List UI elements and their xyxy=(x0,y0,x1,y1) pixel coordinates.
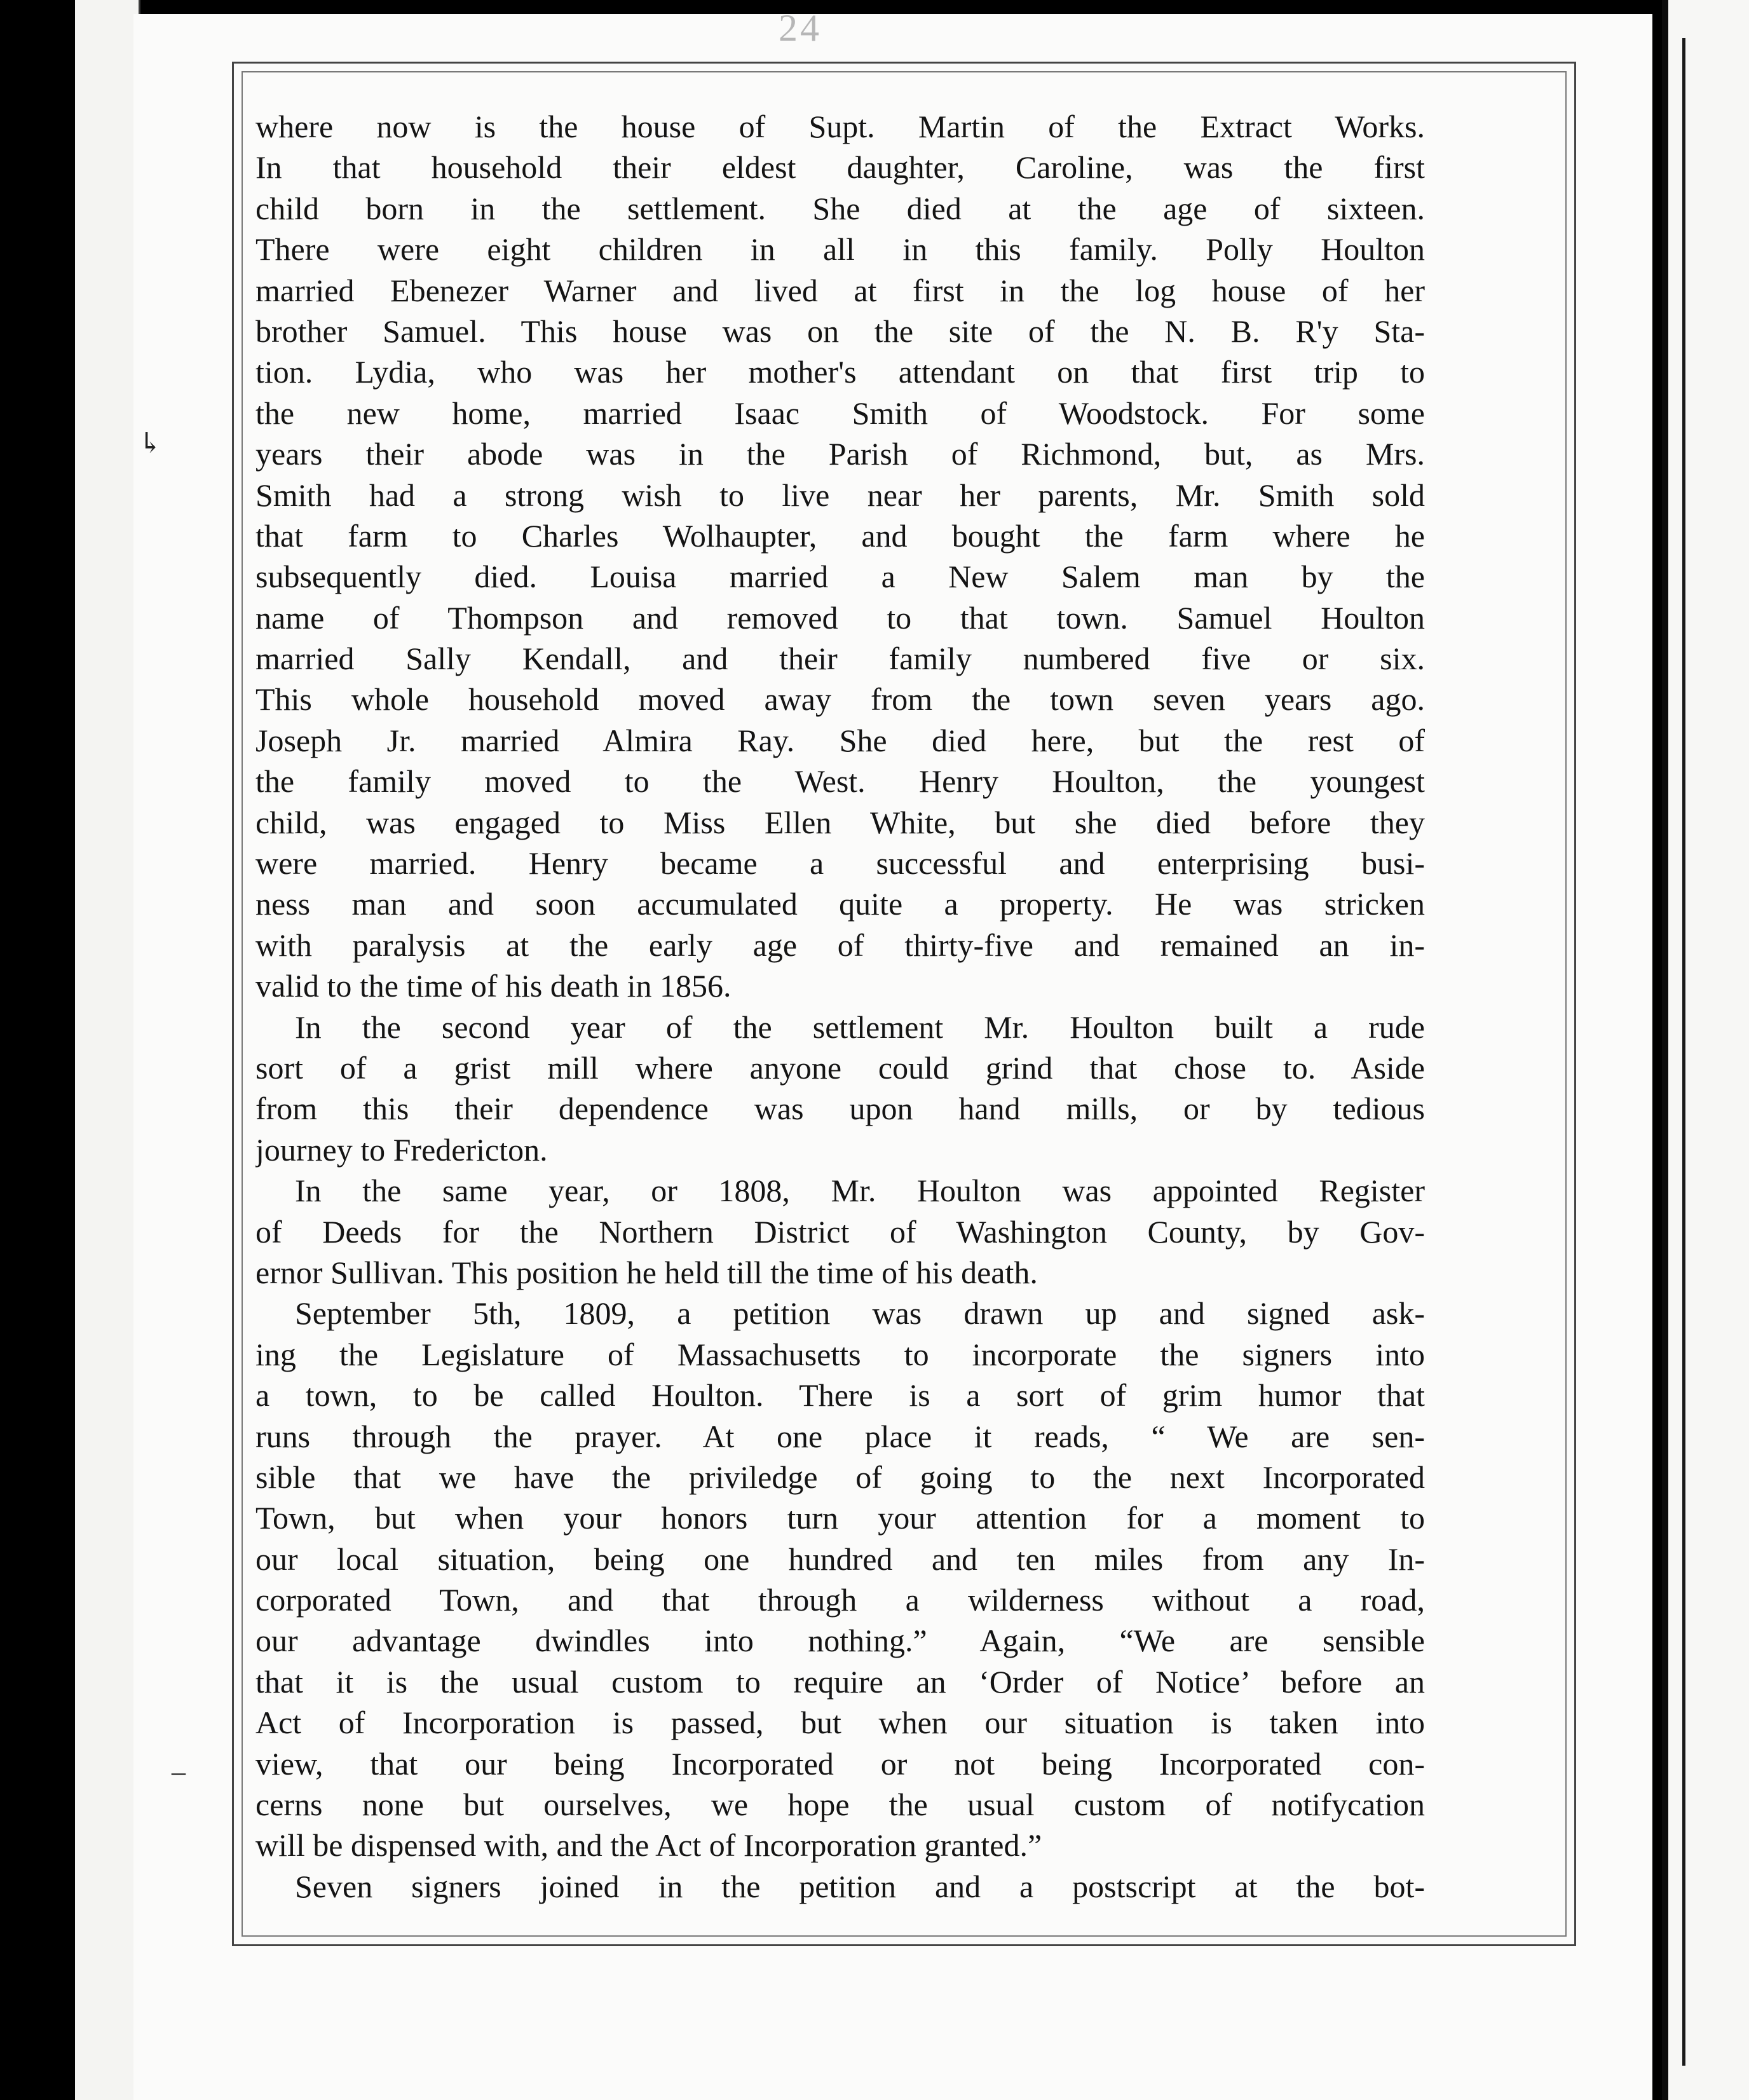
text-line: Joseph Jr. married Almira Ray. She died here, but the rest of xyxy=(255,722,1425,758)
text-line: cerns none but ourselves, we hope the usual custom of notifycation xyxy=(255,1787,1425,1823)
text-line: In the second year of the settlement Mr. Houlton built a rude xyxy=(295,1009,1425,1045)
text-line: married Ebenezer Warner and lived at first in the log house of her xyxy=(255,272,1425,308)
text-line: brother Samuel. This house was on the site of the N. B. R'y Sta- xyxy=(255,313,1425,349)
text-line: name of Thompson and removed to that town. Samuel Houlton xyxy=(255,599,1425,636)
text-line: the family moved to the West. Henry Houlton, the youngest xyxy=(255,763,1425,800)
text-line: Seven signers joined in the petition and a postscript at the bot- xyxy=(295,1868,1425,1904)
text-line: sort of a grist mill where anyone could grind that chose to. Aside xyxy=(255,1049,1425,1086)
text-line: that farm to Charles Wolhaupter, and bought the farm where he xyxy=(255,517,1425,554)
text-line: September 5th, 1809, a petition was drawn up and signed ask- xyxy=(295,1295,1425,1332)
text-line: child, was engaged to Miss Ellen White, but she died before they xyxy=(255,804,1425,840)
text-line: ernor Sullivan. This position he held till the time of his death. xyxy=(255,1254,1038,1290)
text-line: sible that we have the priviledge of going to the next Incorporated xyxy=(255,1459,1425,1495)
text-line: were married. Henry became a successful and enterprising busi- xyxy=(255,845,1425,882)
text-line: subsequently died. Louisa married a New Salem man by the xyxy=(255,559,1425,595)
facing-page-edge xyxy=(1662,0,1749,2100)
text-line: where now is the house of Supt. Martin of the Extract Works. xyxy=(255,109,1425,144)
margin-mark-icon: ↳ xyxy=(139,428,162,459)
text-line: will be dispensed with, and the Act of Incorporation granted.” xyxy=(255,1827,1042,1864)
text-line: valid to the time of his death in 1856. xyxy=(255,968,732,1004)
text-line: the new home, married Isaac Smith of Woodstock. For some xyxy=(255,395,1425,431)
book-page xyxy=(133,7,1652,2100)
text-line: our advantage dwindles into nothing.” Again, “We are sensible xyxy=(255,1623,1425,1659)
text-line: married Sally Kendall, and their family numbered five or six. xyxy=(255,641,1425,677)
page-number: 24 xyxy=(779,7,822,49)
text-line: Town, but when your honors turn your attention for a moment to xyxy=(255,1500,1425,1536)
text-line: Smith had a strong wish to live near her parents, Mr. Smith sold xyxy=(255,477,1425,513)
text-line: ing the Legislature of Massachusetts to incorporate the signers into xyxy=(255,1336,1425,1372)
text-line: child born in the settlement. She died at the age of sixteen. xyxy=(255,190,1425,226)
text-line: corporated Town, and that through a wilderness without a road, xyxy=(255,1582,1425,1618)
body-text xyxy=(255,106,1425,1907)
text-line: of Deeds for the Northern District of Washington County, by Gov- xyxy=(255,1213,1425,1250)
text-line: There were eight children in all in this family. Polly Houlton xyxy=(255,231,1425,268)
text-line: a town, to be called Houlton. There is a sort of grim humor that xyxy=(255,1377,1425,1414)
text-line: In that household their eldest daughter, Caroline, was the first xyxy=(255,149,1425,186)
text-line: with paralysis at the early age of thirty-five and remained an in- xyxy=(255,927,1425,963)
text-line: In the same year, or 1808, Mr. Houlton was appointed Register xyxy=(295,1173,1425,1209)
text-line: from this their dependence was upon hand mills, or by tedious xyxy=(255,1091,1425,1127)
text-line: that it is the usual custom to require an ‘Order of Notice’ before an xyxy=(255,1663,1425,1700)
facing-page-border xyxy=(1682,38,1685,2066)
text-line: This whole household moved away from the town seven years ago. xyxy=(255,681,1425,718)
text-line: tion. Lydia, who was her mother's attendant on that first trip to xyxy=(255,354,1425,390)
margin-mark-icon: – xyxy=(172,1756,186,1787)
text-line: ness man and soon accumulated quite a property. He was stricken xyxy=(255,886,1425,922)
text-line: journey to Fredericton. xyxy=(255,1131,548,1168)
text-line: years their abode was in the Parish of Richmond, but, as Mrs. xyxy=(255,436,1425,472)
text-line: our local situation, being one hundred and ten miles from any In- xyxy=(255,1541,1425,1577)
text-line: runs through the prayer. At one place it reads, “ We are sen- xyxy=(255,1418,1425,1454)
text-line: view, that our being Incorporated or not being Incorporated con- xyxy=(255,1745,1425,1782)
text-line: Act of Incorporation is passed, but when our situation is taken into xyxy=(255,1705,1425,1741)
